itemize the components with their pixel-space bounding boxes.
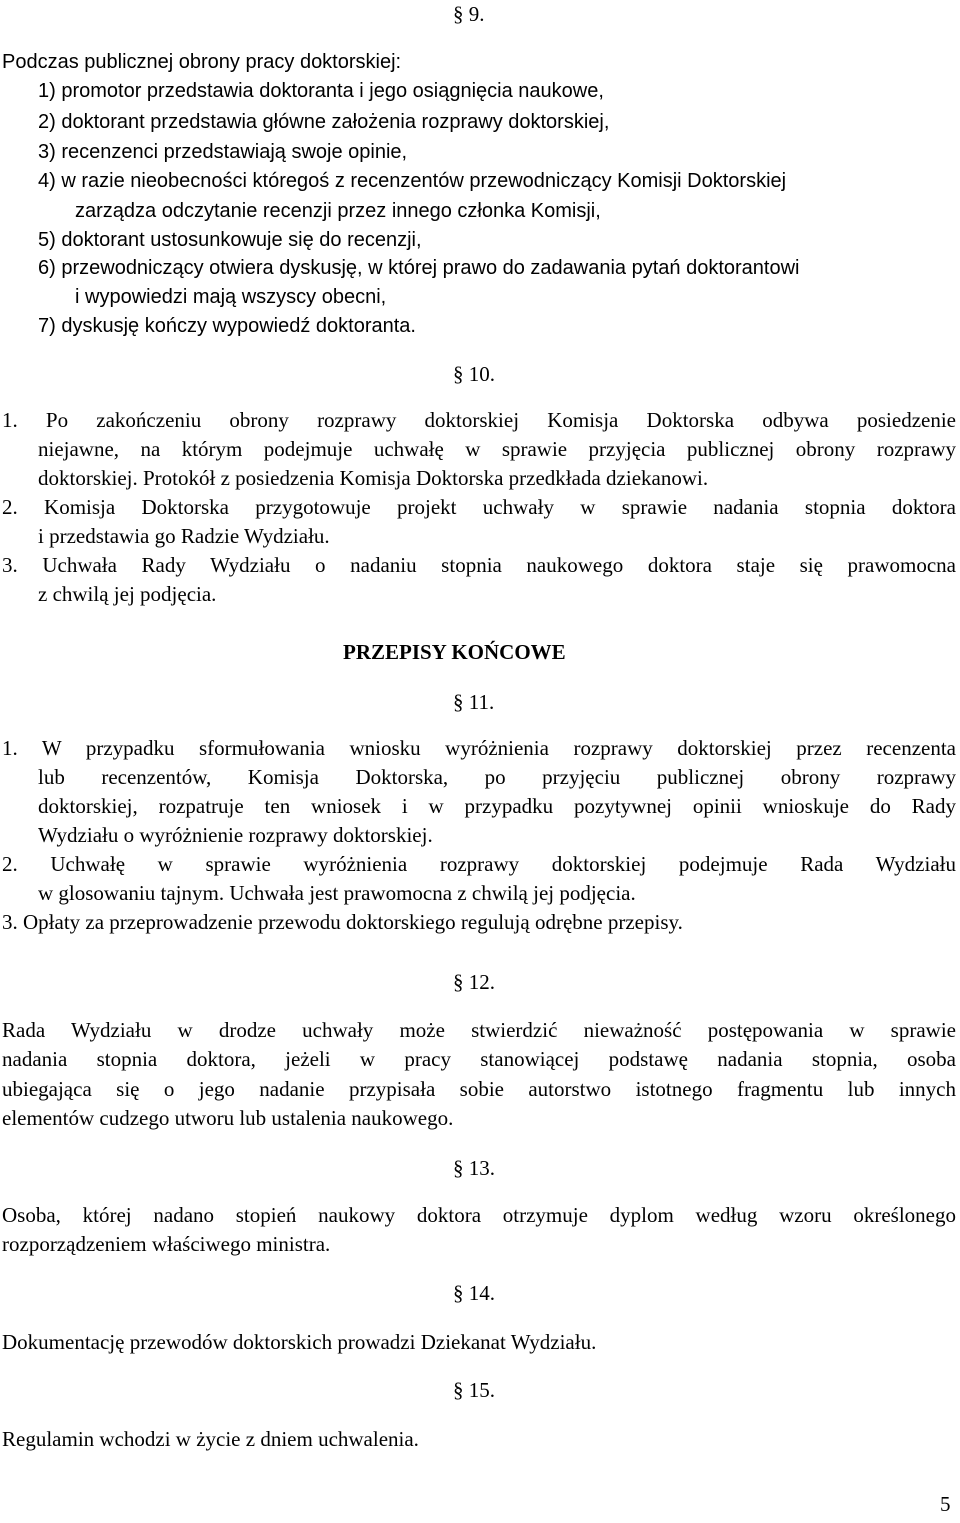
section-14-heading: § 14. bbox=[453, 1281, 495, 1305]
paragraph-line: w glosowaniu tajnym. Uchwała jest prawomocna z chwilą jej podjęcia. bbox=[38, 881, 636, 905]
list-item: 6) przewodniczący otwiera dyskusję, w której prawo do zadawania pytań doktorantowi bbox=[38, 257, 800, 279]
section-12-heading: § 12. bbox=[453, 970, 495, 994]
page-number: 5 bbox=[940, 1492, 951, 1516]
list-item: 7) dyskusję kończy wypowiedź doktoranta. bbox=[38, 315, 416, 337]
paragraph-line: niejawne, na którym podejmuje uchwałę w sprawie przyjęcia publicznej obrony rozprawy bbox=[38, 437, 956, 461]
paragraph-line: Dokumentację przewodów doktorskich prowadzi Dziekanat Wydziału. bbox=[2, 1330, 597, 1354]
section-10-heading: § 10. bbox=[453, 362, 495, 386]
paragraph-line: Osoba, której nadano stopień naukowy doktora otrzymuje dyplom według wzoru określonego bbox=[2, 1203, 956, 1227]
paragraph-line: elementów cudzego utworu lub ustalenia naukowego. bbox=[2, 1106, 454, 1130]
section-title: PRZEPISY KOŃCOWE bbox=[343, 640, 566, 664]
list-item: 1) promotor przedstawia doktoranta i jego osiągnięcia naukowe, bbox=[38, 80, 604, 102]
paragraph-line: Wydziału o wyróżnienie rozprawy doktorskiej. bbox=[38, 823, 433, 847]
paragraph-line: 2. Uchwałę w sprawie wyróżnienia rozprawy doktorskiej podejmuje Rada Wydziału bbox=[2, 852, 956, 876]
section-13-heading: § 13. bbox=[453, 1156, 495, 1180]
section-15-heading: § 15. bbox=[453, 1378, 495, 1402]
list-item: 2) doktorant przedstawia główne założenia rozprawy doktorskiej, bbox=[38, 111, 610, 133]
paragraph-line: doktorskiej, rozpatruje ten wniosek i w przypadku pozytywnej opinii wnioskuje do Rady bbox=[38, 794, 956, 818]
paragraph-line: 1. Po zakończeniu obrony rozprawy doktorskiej Komisja Doktorska odbywa posiedzenie bbox=[2, 408, 956, 432]
paragraph-line: 2. Komisja Doktorska przygotowuje projekt uchwały w sprawie nadania stopnia doktora bbox=[2, 495, 956, 519]
paragraph-line: rozporządzeniem właściwego ministra. bbox=[2, 1232, 331, 1256]
paragraph-line: lub recenzentów, Komisja Doktorska, po przyjęciu publicznej obrony rozprawy bbox=[38, 765, 956, 789]
paragraph-line: 3. Uchwała Rady Wydziału o nadaniu stopnia naukowego doktora staje się prawomocna bbox=[2, 553, 956, 577]
section-11-heading: § 11. bbox=[453, 690, 495, 714]
paragraph-line: Regulamin wchodzi w życie z dniem uchwalenia. bbox=[2, 1427, 419, 1451]
list-item-continuation: i wypowiedzi mają wszyscy obecni, bbox=[75, 286, 387, 308]
list-item: 4) w razie nieobecności któregoś z recenzentów przewodniczący Komisji Doktorskiej bbox=[38, 170, 787, 192]
paragraph-line: 3. Opłaty za przeprowadzenie przewodu doktorskiego regulują odrębne przepisy. bbox=[2, 910, 683, 934]
paragraph-line: i przedstawia go Radzie Wydziału. bbox=[38, 524, 330, 548]
list-item-continuation: zarządza odczytanie recenzji przez innego członka Komisji, bbox=[75, 200, 601, 222]
list-item: 3) recenzenci przedstawiają swoje opinie, bbox=[38, 141, 408, 163]
paragraph-line: nadania stopnia doktora, jeżeli w pracy stanowiącej podstawę nadania stopnia, osoba bbox=[2, 1047, 956, 1071]
paragraph-line: Rada Wydziału w drodze uchwały może stwierdzić nieważność postępowania w sprawie bbox=[2, 1018, 956, 1042]
paragraph-line: ubiegająca się o jego nadanie przypisała sobie autorstwo istotnego fragmentu lub innych bbox=[2, 1077, 956, 1101]
list-item: 5) doktorant ustosunkowuje się do recenzji, bbox=[38, 229, 422, 251]
paragraph-line: doktorskiej. Protokół z posiedzenia Komisja Doktorska przedkłada dziekanowi. bbox=[38, 466, 709, 490]
paragraph-line: 1. W przypadku sformułowania wniosku wyróżnienia rozprawy doktorskiej przez recenzenta bbox=[2, 736, 956, 760]
paragraph-line: z chwilą jej podjęcia. bbox=[38, 582, 217, 606]
section-9-intro: Podczas publicznej obrony pracy doktorskiej: bbox=[2, 51, 402, 73]
section-9-heading: § 9. bbox=[453, 2, 485, 26]
